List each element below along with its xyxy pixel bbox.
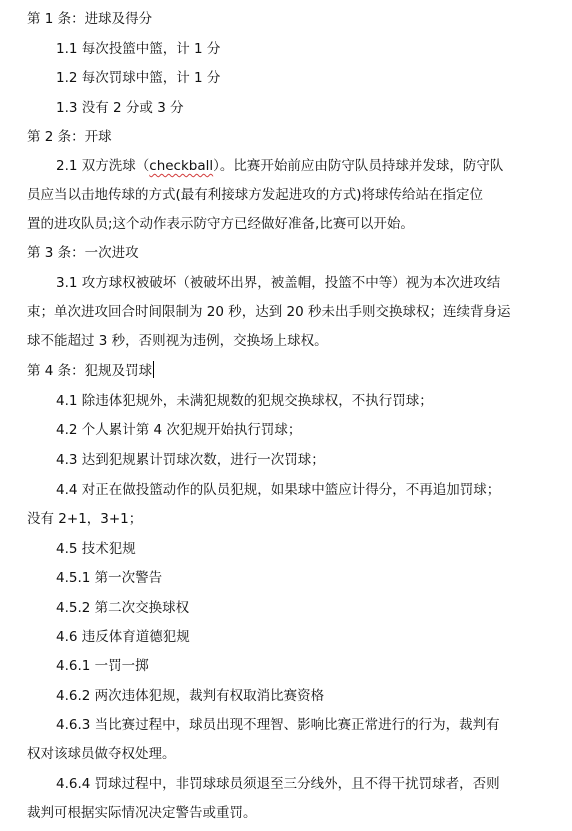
item-2-1-rest: ）。比赛开始前应由防守队员持球并发球，防守队 <box>213 158 504 174</box>
article-3-heading: 第 3 条：一次进攻 <box>27 245 139 261</box>
item-2-1-line-3: 置的进攻队员;这个动作表示防守方已经做好准备,比赛可以开始。 <box>27 216 414 232</box>
item-3-1-line-2: 束；单次进攻回合时间限制为 20 秒，达到 20 秒未出手则交换球权；连续背身运 <box>27 304 511 320</box>
item-3-1-line-3: 球不能超过 3 秒，否则视为违例，交换场上球权。 <box>27 333 328 349</box>
item-4-3: 4.3 达到犯规累计罚球次数，进行一次罚球； <box>56 452 325 468</box>
item-4-6: 4.6 违反体育道德犯规 <box>56 629 190 645</box>
item-1-1: 1.1 每次投篮中篮，计 1 分 <box>56 41 221 57</box>
item-4-5-1: 4.5.1 第一次警告 <box>56 570 163 586</box>
item-4-5: 4.5 技术犯规 <box>56 541 136 557</box>
item-4-4-line-2: 没有 2+1，3+1； <box>27 511 143 527</box>
item-4-1: 4.1 除违体犯规外，未满犯规数的犯规交换球权，不执行罚球； <box>56 393 433 409</box>
article-2-heading: 第 2 条：开球 <box>27 129 112 145</box>
item-4-6-4-line-2: 裁判可根据实际情况决定警告或重罚。 <box>27 805 257 821</box>
article-4-heading-line <box>27 361 154 381</box>
article-1-heading: 第 1 条：进球及得分 <box>27 11 153 27</box>
item-1-2: 1.2 每次罚球中篮，计 1 分 <box>56 70 221 86</box>
text-cursor <box>153 361 154 378</box>
item-2-1-prefix: 2.1 双方洗球（ <box>56 158 150 174</box>
item-4-4-line-1: 4.4 对正在做投篮动作的队员犯规，如果球中篮应计得分，不再追加罚球； <box>56 482 501 498</box>
item-4-6-4-line-1: 4.6.4 罚球过程中，非罚球球员须退至三分线外，且不得干扰罚球者，否则 <box>56 776 500 792</box>
item-2-1-line-2: 员应当以击地传球的方式(最有利接球方发起进攻的方式)将球传给站在指定位 <box>27 187 484 203</box>
item-4-6-3-line-1: 4.6.3 当比赛过程中，球员出现不理智、影响比赛正常进行的行为，裁判有 <box>56 717 500 733</box>
item-4-2: 4.2 个人累计第 4 次犯规开始执行罚球； <box>56 422 302 438</box>
item-4-6-1: 4.6.1 一罚一掷 <box>56 658 149 674</box>
checkball-term: checkball <box>149 158 214 174</box>
article-4-heading: 第 4 条：犯规及罚球 <box>27 363 153 379</box>
item-3-1-line-1: 3.1 攻方球权被破坏（被破坏出界，被盖帽，投篮不中等）视为本次进攻结 <box>56 275 501 291</box>
item-1-3: 1.3 没有 2 分或 3 分 <box>56 100 184 116</box>
item-2-1-line-1 <box>56 156 503 176</box>
item-4-6-2: 4.6.2 两次违体犯规，裁判有权取消比赛资格 <box>56 688 325 704</box>
item-4-5-2: 4.5.2 第二次交换球权 <box>56 600 190 616</box>
item-4-6-3-line-2: 权对该球员做夺权处理。 <box>27 746 176 762</box>
